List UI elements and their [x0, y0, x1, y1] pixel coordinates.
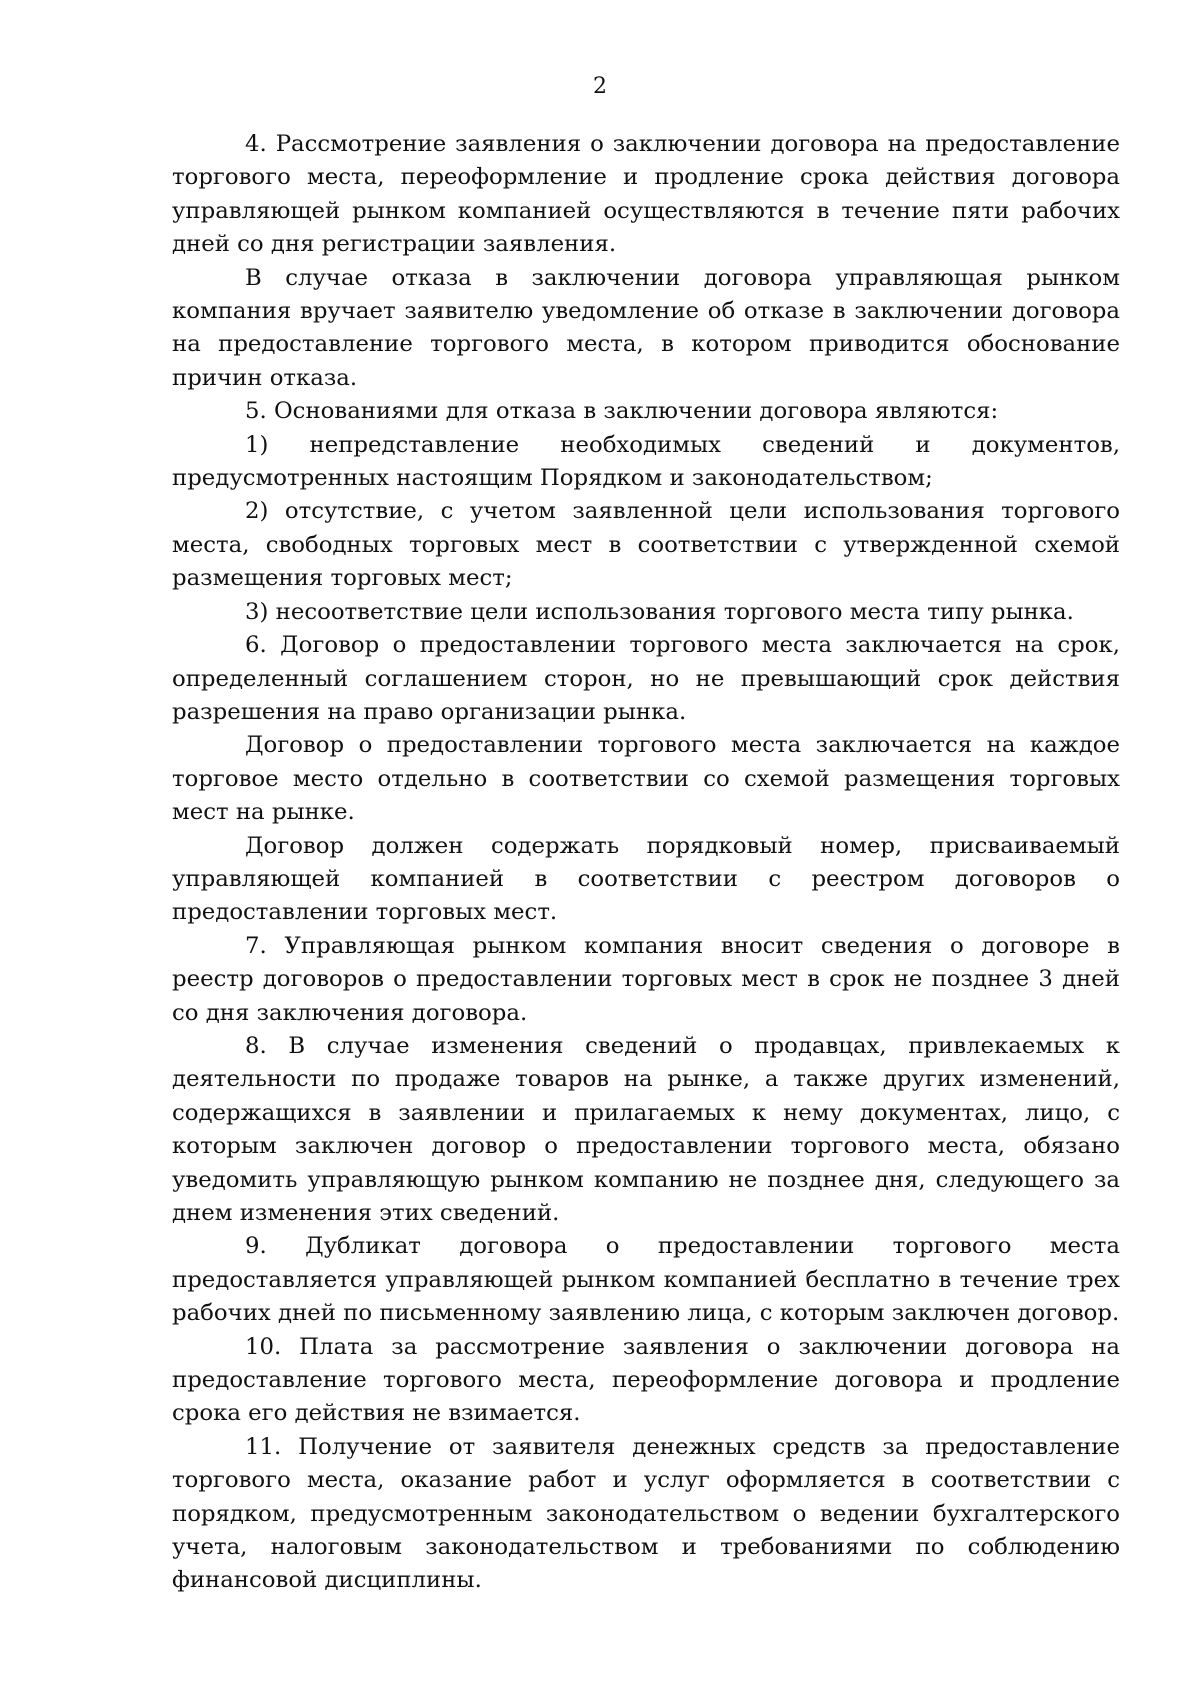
paragraph-11: 11. Получение от заявителя денежных средств за предоставление торгового места, оказание работ и услуг оформляется в соответствии с порядком, предусмотренным законодательством о ведении бухгалтерского учета, налоговым законодательством и требованиями по соблюдению финансовой дисциплины. — [172, 1433, 1120, 1594]
list-item-5-1: 1) непредставление необходимых сведений и документов, предусмотренных настоящим Порядком и законодательством; — [172, 431, 1120, 492]
list-item-5-2: 2) отсутствие, с учетом заявленной цели использования торгового места, свободных торговых мест в соответствии с утвержденной схемой размещения торговых мест; — [172, 498, 1120, 592]
list-item-5-3: 3) несоответствие цели использования торгового места типу рынка. — [245, 598, 1074, 625]
paragraph-4: 4. Рассмотрение заявления о заключении договора на предоставление торгового места, переоформление и продление срока действия договора управляющей рынком компанией осуществляются в течение пяти рабочих дней со дня регистрации заявления. — [172, 131, 1120, 258]
paragraph-6: 6. Договор о предоставлении торгового места заключается на срок, определенный соглашением сторон, но не превышающий срок действия разрешения на право организации рынка. — [172, 632, 1120, 725]
paragraph-6-each-place: Договор о предоставлении торгового места заключается на каждое торговое место отдельно в соответствии со схемой размещения торговых мест на рынке. — [172, 732, 1120, 826]
document-body — [172, 128, 1120, 1598]
paragraph-refusal-notice: В случае отказа в заключении договора управляющая рынком компания вручает заявителю уведомление об отказе в заключении договора на предоставление торгового места, в котором приводится обоснование причин отказа. — [172, 264, 1120, 391]
page-number: 2 — [593, 74, 607, 99]
paragraph-8: 8. В случае изменения сведений о продавцах, привлекаемых к деятельности по продаже товаров на рынке, а также других изменений, содержащихся в заявлении и прилагаемых к нему документах, лицо, с которым заключен договор о предоставлении торгового места, обязано уведомить управляющую рынком компанию не позднее дня, следующего за днем изменения этих сведений. — [172, 1032, 1120, 1226]
paragraph-9: 9. Дубликат договора о предоставлении торгового места предоставляется управляющей рынком компанией бесплатно в течение трех рабочих дней по письменному заявлению лица, с которым заключен договор. — [172, 1233, 1120, 1327]
paragraph-5: 5. Основаниями для отказа в заключении договора являются: — [245, 398, 999, 425]
paragraph-6-serial-number: Договор должен содержать порядковый номер, присваиваемый управляющей компанией в соответствии с реестром договоров о предоставлении торговых мест. — [172, 832, 1120, 926]
paragraph-7: 7. Управляющая рынком компания вносит сведения о договоре в реестр договоров о предоставлении торговых мест в срок не позднее 3 дней со дня заключения договора. — [172, 932, 1120, 1026]
paragraph-10: 10. Плата за рассмотрение заявления о заключении договора на предоставление торгового места, переоформление договора и продление срока его действия не взимается. — [172, 1333, 1120, 1427]
